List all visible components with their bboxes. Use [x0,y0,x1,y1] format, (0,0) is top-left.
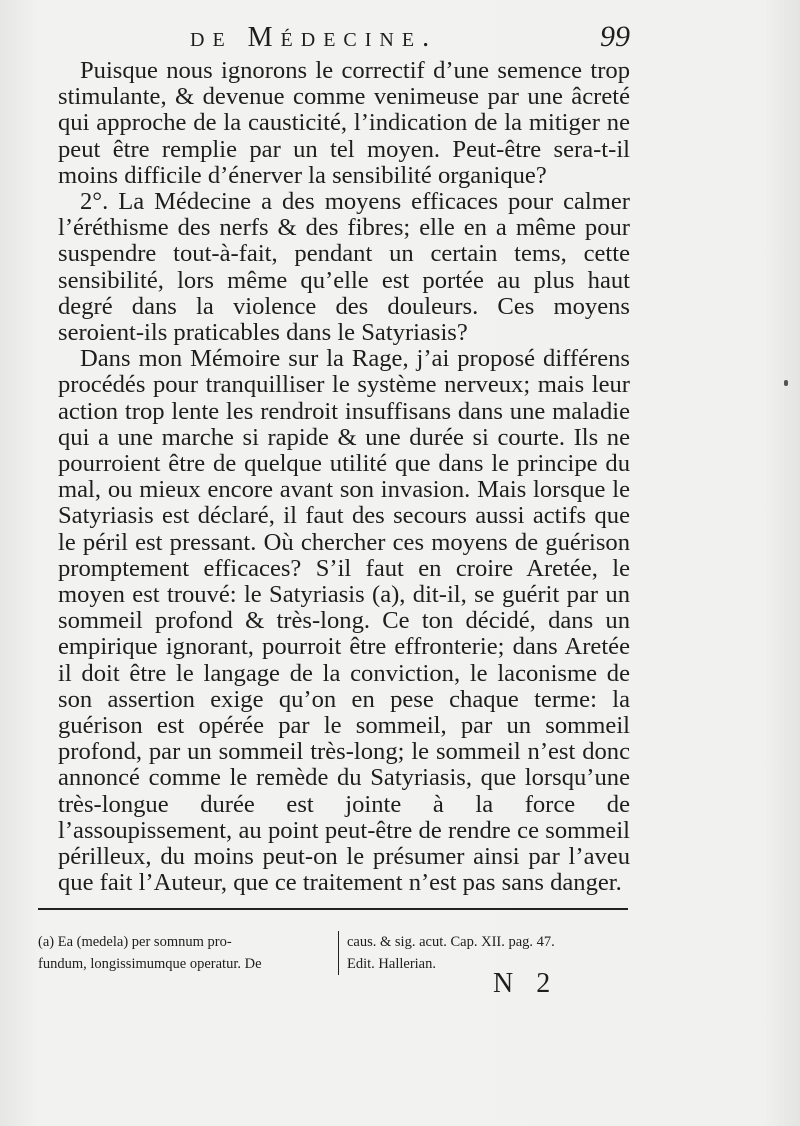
page-header [60,18,630,58]
paragraph-2: 2°. La Médecine a des moyens efficaces pour calmer l’éréthisme des nerfs & des fibres; elle en a même pour suspendre tout-à-fait, pendant un certain tems, cette sensibilité, lors même qu’elle est portée au plus haut degré dans la violence des douleurs. Ces moyens seroient-ils praticables dans le Satyriasis? [58,188,630,347]
signature-mark: N 2 [493,968,559,999]
footnote-line: (a) Ea (medela) per somnum pro- [38,934,232,950]
paper-spot [784,380,788,386]
paragraph-3: Dans mon Mémoire sur la Rage, j’ai proposé différens procédés pour tranquilliser le système nerveux; mais leur action trop lente les rendroit insuffisans dans une maladie qui a une marche si rapide & une durée si courte. Ils ne pourroient être de quelque utilité que dans le principe du mal, ou mieux encore avant son invasion. Mais lorsque le Satyriasis est déclaré, il faut des secours aussi actifs que le péril est pressant. Où chercher ces moyens de guérison promptement efficaces? S’il faut en croire Aretée, le moyen est trouvé: le Satyriasis (a), dit-il, se guérit par un sommeil profond & très-long. Ce ton décidé, dans un empirique ignorant, pourroit être effronterie; dans Aretée il doit être le langage de la conviction, le laconisme de son assertion exige qu’on en pese chaque terme: la guérison est opérée par le sommeil, par un sommeil profond, par un sommeil très-long; le sommeil n’est donc annoncé comme le remède du Satyriasis, que lorsqu’une très-longue durée est jointe à la force de l’assoupissement, au point peut-être de rendre ce sommeil périlleux, du moins peut-on le présumer ainsi par l’aveu que fait l’Auteur, que ce traitement n’est pas sans danger. [58,345,630,897]
paragraph-1: Puisque nous ignorons le correctif d’une semence trop stimulante, & devenue comme venimeuse par une âcreté qui approche de la causticité, l’indication de la mitiger ne peut être remplie par un tel moyen. Peut-être sera-t-il moins difficile d’énerver la sensibilité organique? [58,57,630,189]
footnote-rule [38,908,628,910]
footnote-line: Edit. Hallerian. [347,956,436,972]
footnote-line: fundum, longissimumque operatur. De [38,956,262,972]
footnote-line: caus. & sig. acut. Cap. XII. pag. 47. [347,934,555,950]
running-title: de Médecine. [190,22,438,53]
page-number: 99 [600,20,630,53]
footnote-column-left [38,931,339,975]
body-text [58,58,630,897]
